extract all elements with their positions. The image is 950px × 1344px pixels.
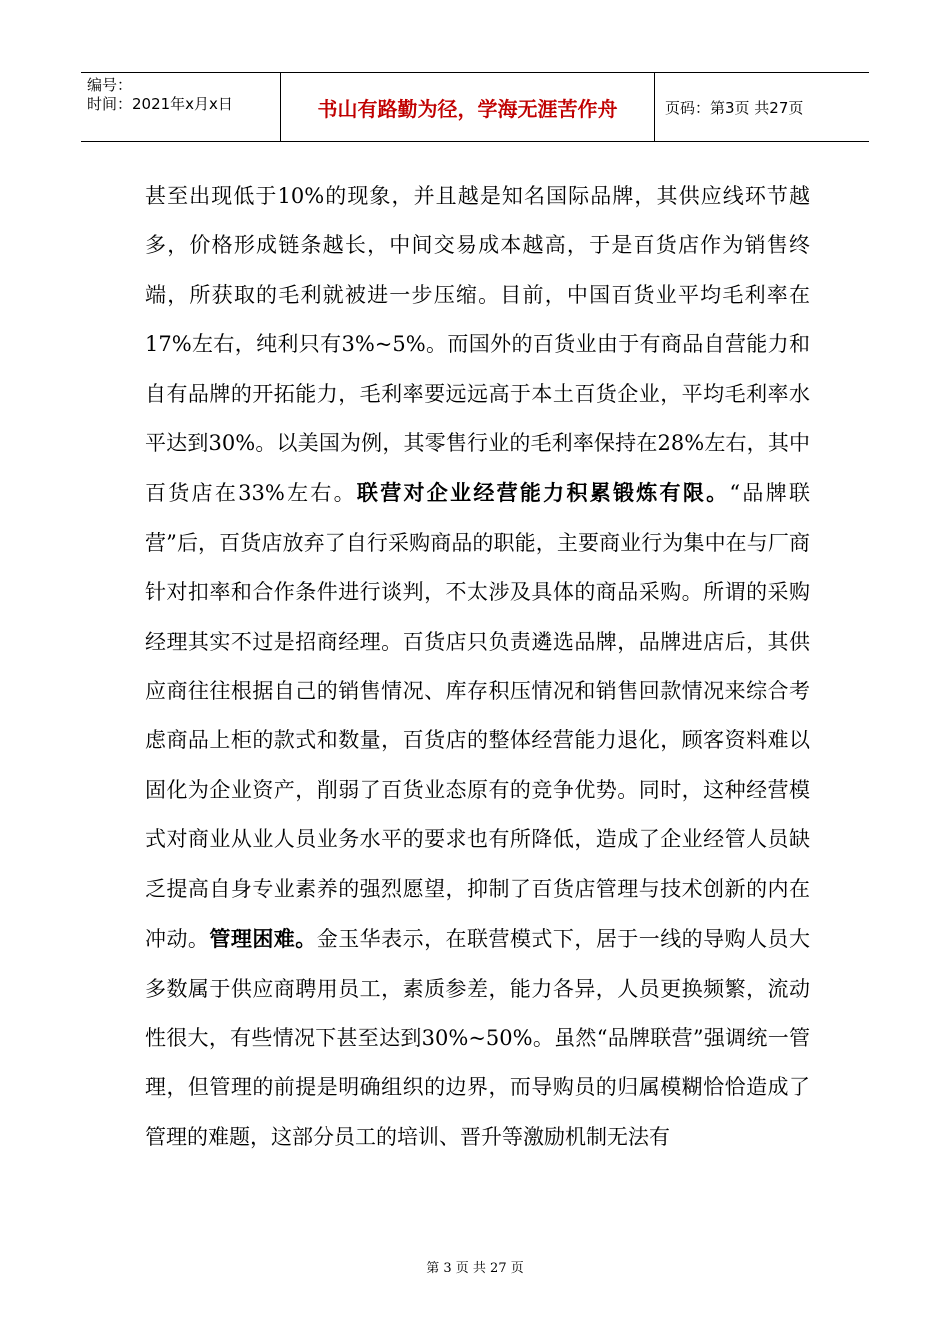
body-text-segment: 甚至出现低于10%的现象，并且越是知名国际品牌，其供应线环节越多，价格形成链条越长，中间交易成本越高，于是百货店作为销售终端，所获取的毛利就被进一步压缩。目前，中国百货业平均毛利率在17%左右，纯利只有3%~5%。而国外的百货业由于有商品自营能力和自有品牌的开拓能力，毛利率要远远高于本土百货企业，平均毛利率水平达到30%。以美国为例，其零售行业的毛利率保持在28%左右，其中百货店在33%左右。	[145, 184, 810, 506]
header-motto: 书山有路勤为径，学海无涯苦作舟	[281, 73, 655, 141]
body-paragraph	[145, 172, 810, 1162]
body-text-segment: “品牌联营”后，百货店放弃了自行采购商品的职能，主要商业行为集中在与厂商针对扣率和合作条件进行谈判，不太涉及具体的商品采购。所谓的采购经理其实不过是招商经理。百货店只负责遴选品牌，品牌进店后，其供应商往往根据自己的销售情况、库存积压情况和销售回款情况来综合考虑商品上柜的款式和数量，百货店的整体经营能力退化，顾客资料难以固化为企业资产，削弱了百货业态原有的竞争优势。同时，这种经营模式对商业从业人员业务水平的要求也有所降低，造成了企业经管人员缺乏提高自身专业素养的强烈愿望，抑制了百货店管理与技术创新的内在冲动。	[145, 481, 810, 952]
header-page-info: 页码：第3页 共27页	[665, 98, 804, 117]
header-meta	[81, 73, 281, 141]
page-footer: 第 3 页 共 27 页	[426, 1261, 524, 1276]
document-number-label: 编号：	[87, 76, 133, 94]
bold-heading-segment: 管理困难。	[209, 926, 317, 952]
body-text-segment: 金玉华表示，在联营模式下，居于一线的导购人员大多数属于供应商聘用员工，素质参差，能力各异，人员更换频繁，流动性很大，有些情况下甚至达到30%~50%。虽然“品牌联营”强调统一管理，但管理的前提是明确组织的边界，而导购员的归属模糊恰恰造成了管理的难题，这部分员工的培训、晋升等激励机制无法有	[145, 927, 811, 1149]
bold-heading-segment: 联营对企业经营能力积累锻炼有限。	[356, 480, 730, 506]
page-header	[81, 72, 869, 142]
document-time-label: 时间：2021年x月x日	[87, 95, 233, 113]
document-body	[145, 172, 810, 1162]
